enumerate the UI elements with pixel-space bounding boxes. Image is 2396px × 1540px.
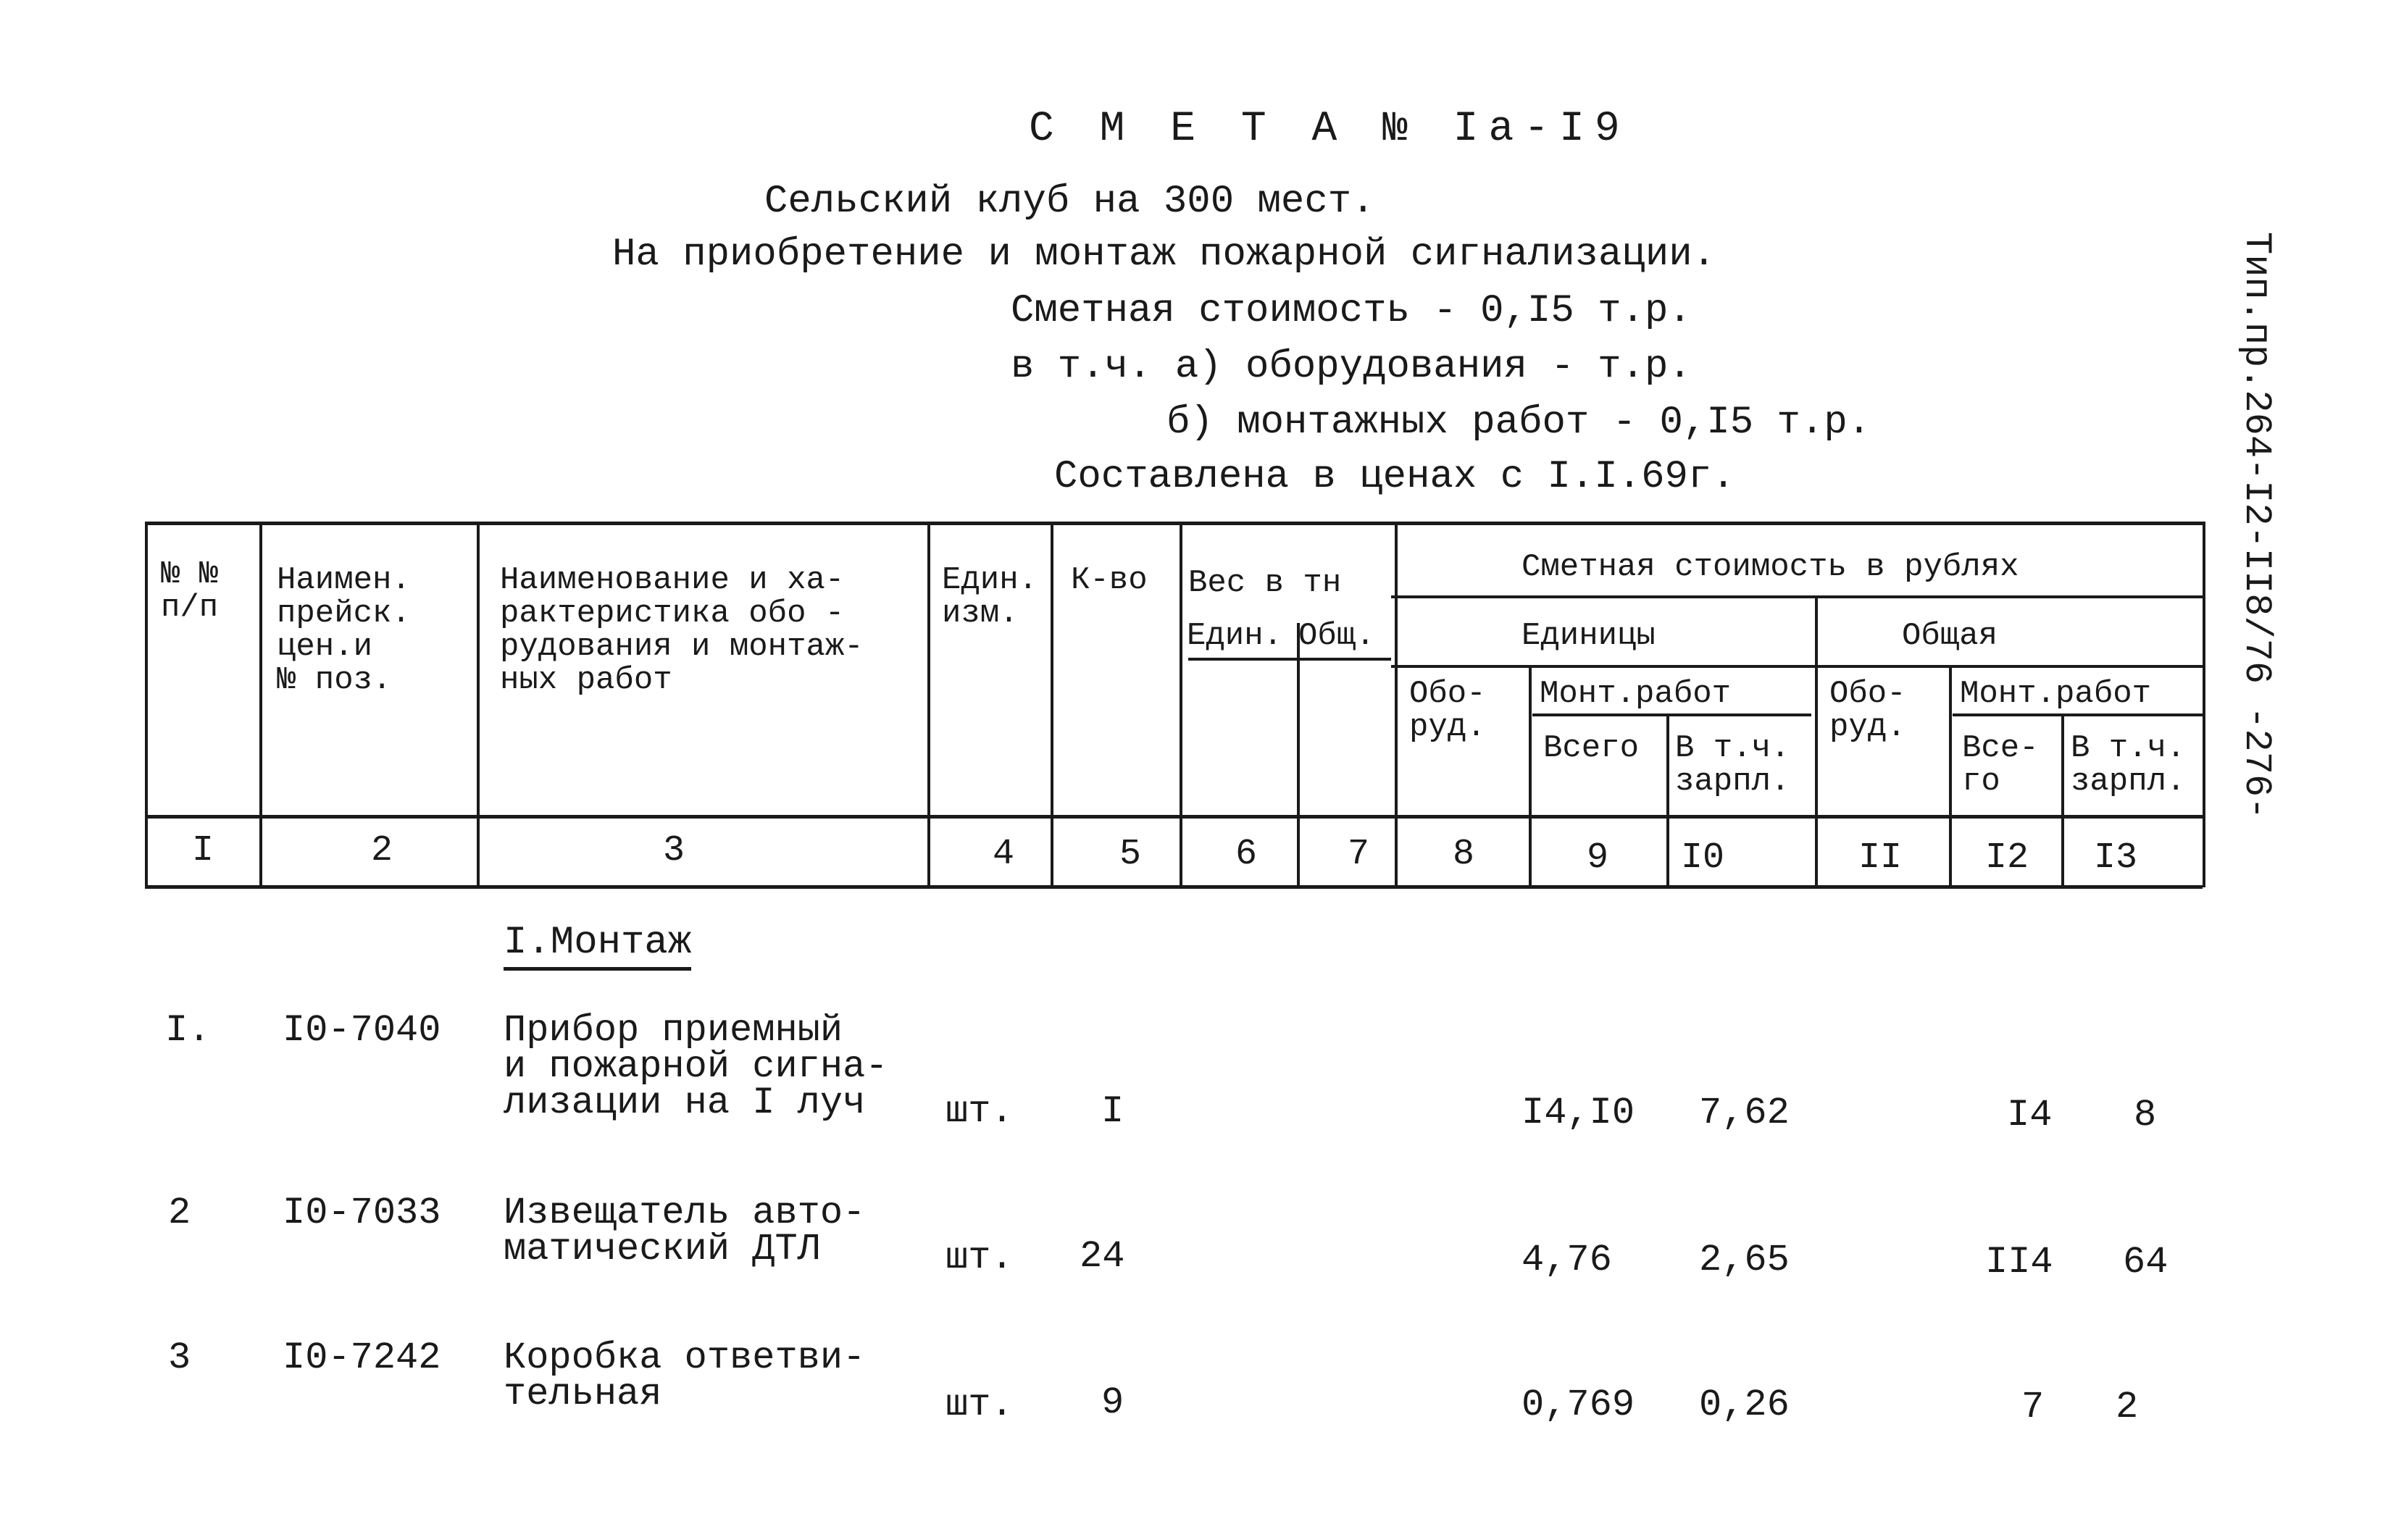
- unit-installation-total: I4,I0: [1521, 1092, 1635, 1134]
- col-number-11: II: [1858, 837, 1903, 879]
- quantity: 9: [1101, 1381, 1124, 1424]
- col-number-9: 9: [1587, 837, 1609, 879]
- estimate-purpose: На приобретение и монтаж пожарной сигнализации.: [612, 233, 1716, 277]
- header-col-4: Един. изм.: [942, 562, 1038, 632]
- price-basis: Составлена в ценах с I.I.69г.: [1054, 455, 1735, 499]
- unit: шт.: [946, 1090, 1014, 1133]
- col-number-10: I0: [1681, 837, 1725, 879]
- col-number-6: 6: [1235, 834, 1258, 875]
- header-weight: Вес в тн: [1188, 565, 1342, 601]
- header-total-group: Общая: [1902, 618, 1998, 654]
- object-name: Сельский клуб на 300 мест.: [764, 180, 1375, 224]
- unit-installation-wage: 2,65: [1699, 1239, 1790, 1281]
- header-col-3: Наименование и ха- рактеристика обо - рудования и монтаж- ных работ: [500, 562, 864, 698]
- header-col-2: Наимен. прейск. цен.и № поз.: [277, 562, 411, 698]
- header-col-9: Всего: [1543, 730, 1640, 766]
- total-installation-wage: 2: [2116, 1386, 2139, 1428]
- total-installation: I4: [2007, 1094, 2053, 1137]
- header-col-11: Обо- руд.: [1829, 676, 1906, 745]
- unit: шт.: [946, 1236, 1014, 1279]
- header-col-5: К-во: [1071, 562, 1148, 598]
- header-col-6: Един.: [1187, 618, 1283, 654]
- row-number: I.: [165, 1009, 211, 1052]
- unit-installation-total: 4,76: [1521, 1239, 1612, 1281]
- col-number-12: I2: [1985, 837, 2029, 879]
- row-number: 2: [168, 1192, 191, 1234]
- estimated-cost: Сметная стоимость - 0,I5 т.р.: [1011, 289, 1692, 333]
- col-number-4: 4: [993, 834, 1015, 875]
- section-heading: I.Монтаж: [504, 924, 691, 971]
- header-unit-group: Единицы: [1521, 618, 1656, 654]
- unit: шт.: [946, 1384, 1014, 1426]
- header-col-13: В т.ч. зарпл.: [2071, 730, 2186, 800]
- col-number-13: I3: [2094, 837, 2138, 879]
- header-col-1: № № п/п: [161, 556, 219, 626]
- document-title: С М Е Т А № Iа-I9: [1029, 106, 1630, 153]
- price-code: I0-7040: [283, 1009, 441, 1052]
- header-col-8: Обо- руд.: [1409, 676, 1486, 745]
- col-number-1: I: [192, 830, 214, 871]
- col-number-5: 5: [1119, 834, 1142, 875]
- total-installation-wage: 64: [2123, 1241, 2168, 1284]
- total-installation: II4: [1985, 1241, 2053, 1284]
- header-total-installation: Монт.работ: [1960, 676, 2152, 712]
- equipment-cost: в т.ч. а) оборудования - т.р.: [1011, 345, 1692, 389]
- installation-cost: б) монтажных работ - 0,I5 т.р.: [1166, 401, 1871, 445]
- header-col-7: Общ.: [1298, 618, 1375, 654]
- row-number: 3: [168, 1336, 191, 1379]
- project-reference: Тип.пр.264-I2-II8/76 -276-: [2235, 232, 2278, 820]
- total-installation-wage: 8: [2134, 1094, 2157, 1137]
- header-cost: Сметная стоимость в рублях: [1521, 549, 2019, 585]
- col-number-8: 8: [1453, 834, 1475, 875]
- header-unit-installation: Монт.работ: [1540, 676, 1732, 712]
- col-number-3: 3: [663, 830, 685, 871]
- item-name: Извещатель авто- матический ДТЛ: [504, 1192, 866, 1271]
- unit-installation-wage: 7,62: [1699, 1092, 1790, 1134]
- item-name: Коробка ответви- тельная: [504, 1336, 866, 1415]
- quantity: I: [1101, 1090, 1124, 1133]
- item-name: Прибор приемный и пожарной сигна- лизации на I луч: [504, 1009, 888, 1124]
- header-col-10: В т.ч. зарпл.: [1675, 730, 1790, 800]
- col-number-7: 7: [1348, 834, 1370, 875]
- price-code: I0-7242: [283, 1336, 441, 1379]
- total-installation: 7: [2021, 1386, 2045, 1428]
- price-code: I0-7033: [283, 1192, 441, 1234]
- col-number-2: 2: [371, 830, 393, 871]
- unit-installation-total: 0,769: [1521, 1384, 1635, 1426]
- header-col-12: Все- го: [1962, 730, 2039, 800]
- quantity: 24: [1080, 1235, 1125, 1278]
- unit-installation-wage: 0,26: [1699, 1384, 1790, 1426]
